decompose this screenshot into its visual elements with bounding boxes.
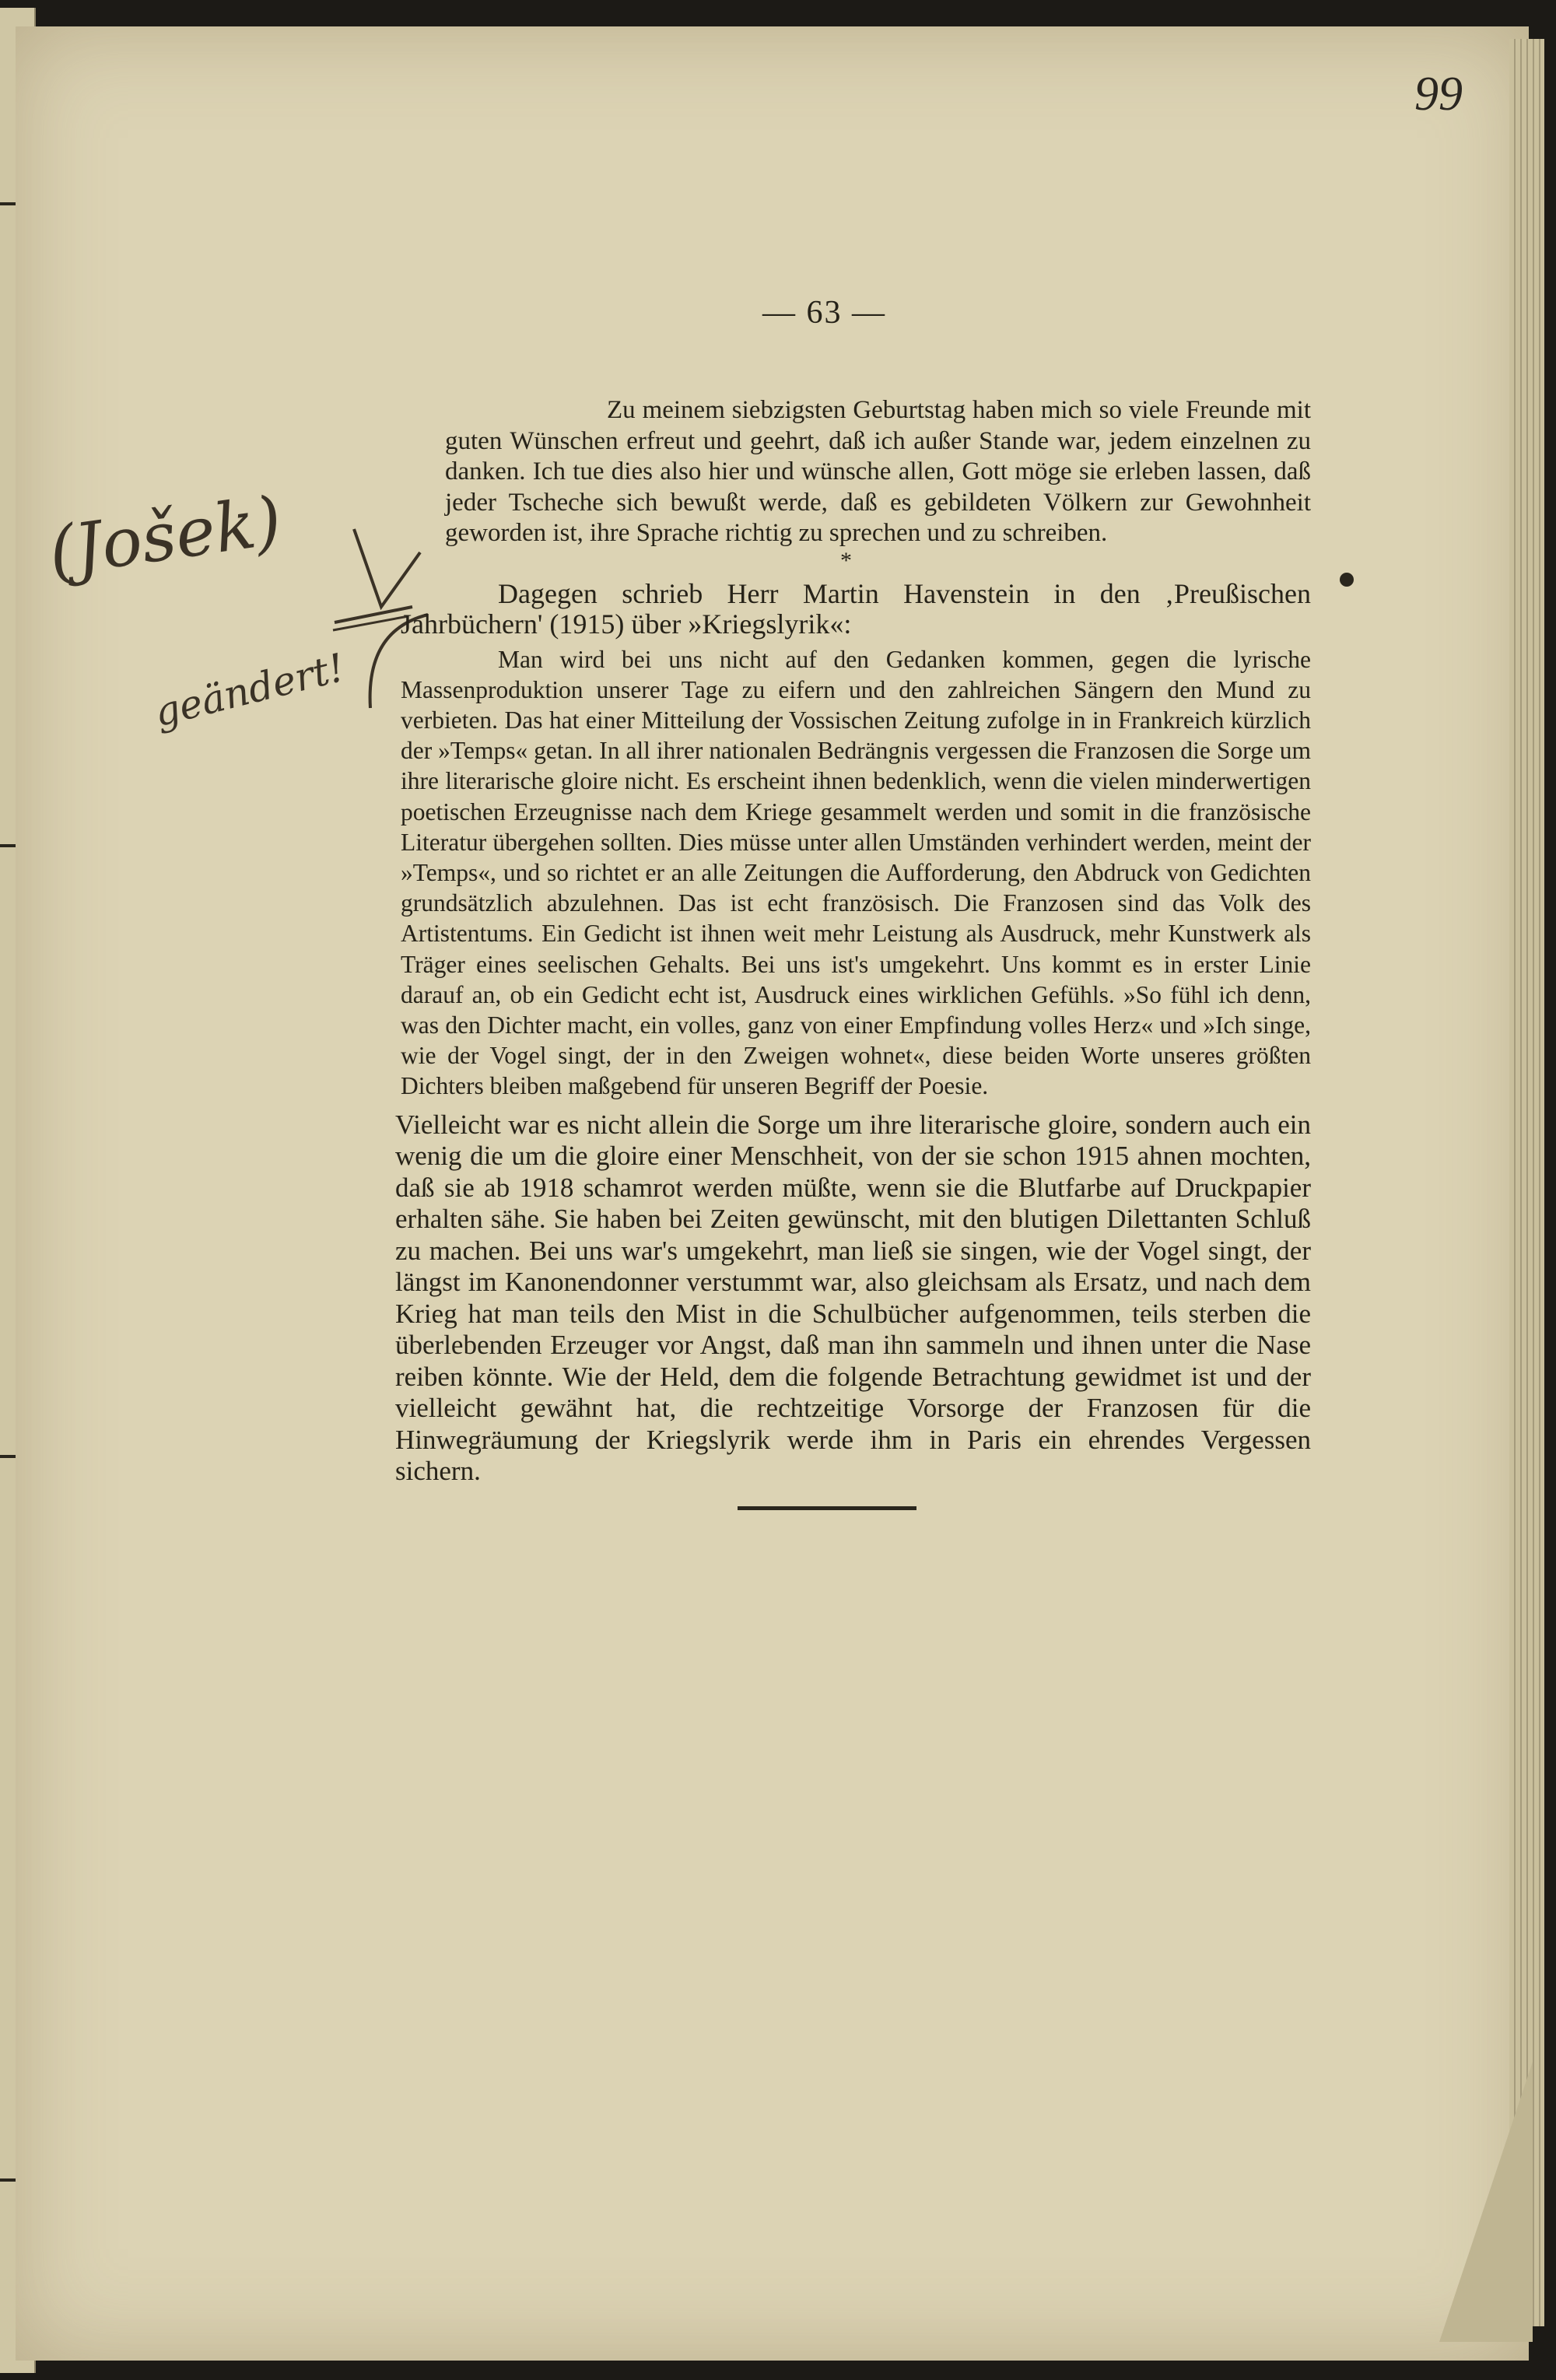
margin-dot bbox=[1340, 573, 1354, 587]
handwritten-annotation: (Jošek) bbox=[44, 482, 286, 592]
paragraph-final: Vielleicht war es nicht allein die Sorge um ihre literarische gloire, sondern auch ein wenig die um die gloire einer Menschheit, von der sie schon 1915 ahnen mochten, daß sie ab 1918 schamrot werden müßte, wenn sie die Blutfarbe auf Druckpapier erhalten sähe. Sie haben bei Zeiten gewünscht, mit den blutigen Dilettanten Schluß zu machen. Bei uns war's umgekehrt, man ließ sie singen, wie der Vogel singt, der längst im Kanonendonner verstummt war, also gleichsam als Ersatz, und nach dem Krieg hat man teils den Mist in die Schulbücher aufgenommen, teils sterben die überlebenden Erzeuger vor Angst, daß man ihn sammeln und ihnen unter die Nase reiben könnte. Wie der Held, dem die folgende Betrachtung gewidmet ist und der vielleicht gewähnt hat, die rechtzeitige Vorsorge der Franzosen für die Hinwegräumung der Kriegslyrik werde ihm in Paris ein ehrendes Vergessen sichern. bbox=[395, 1109, 1311, 1487]
page-edges bbox=[1509, 39, 1544, 2326]
paragraph-intro: Dagegen schrieb Herr Martin Havenstein in den ‚Preußischen Jahrbüchern' (1915) über »Kriegslyrik«: bbox=[401, 577, 1311, 640]
handwritten-annotation: geändert! bbox=[149, 644, 349, 736]
end-rule bbox=[738, 1506, 916, 1510]
folio-number: 99 bbox=[1414, 68, 1463, 121]
text-column bbox=[381, 395, 1311, 1510]
block-quote: Man wird bei uns nicht auf den Gedanken kommen, gegen die lyrische Massenproduktion unserer Tage zu eifern und den zahlreichen Sängern den Mund zu verbieten. Das hat einer Mitteilung der Vossischen Zeitung zufolge in in Frankreich kürzlich der »Temps« getan. In all ihrer nationalen Bedrängnis vergessen die Franzosen die Sorge um ihre literarische gloire nicht. Es erscheint ihnen bedenklich, wenn die vielen minderwertigen poetischen Erzeugnisse nach dem Kriege gesammelt werden und somit in die französische Literatur übergehen sollten. Dies müsse unter allen Umständen verhindert werden, meint der »Temps«, und so richtet er an alle Zeitungen die Aufforderung, den Abdruck von Gedichten grundsätzlich abzulehnen. Das ist echt französisch. Die Franzosen sind das Volk des Artistentums. Ein Gedicht ist ihnen weit mehr Leistung als Ausdruck, mehr Kunstwerk als Träger eines seelischen Gehalts. Bei uns ist's umgekehrt. Uns kommt es in erster Linie darauf an, ob ein Gedicht echt ist, Ausdruck eines wirklichen Gefühls. »So fühl ich denn, was den Dichter macht, ein volles, ganz von einer Empfindung volles Herz« und »Ich singe, wie der Vogel singt, der in den Zweigen wohnet«, diese beiden Worte unseres größten Dichters bleiben maßgebend für unseren Begriff der Poesie. bbox=[401, 645, 1311, 1100]
page-number-header: — 63 — bbox=[762, 295, 886, 331]
section-separator: * bbox=[840, 547, 852, 573]
paragraph-birthday: Zu meinem siebzigsten Geburtstag haben mich so viele Freunde mit guten Wünschen erfreut und geehrt, daß ich außer Stande war, jedem einzelnen zu danken. Ich tue dies also hier und wünsche allen, Gott möge sie erleben lassen, daß jeder Tscheche sich bewußt werde, daß es gebildeten Völkern zur Gewohnheit geworden ist, ihre Sprache richtig zu sprechen und zu schreiben. bbox=[445, 396, 1311, 547]
